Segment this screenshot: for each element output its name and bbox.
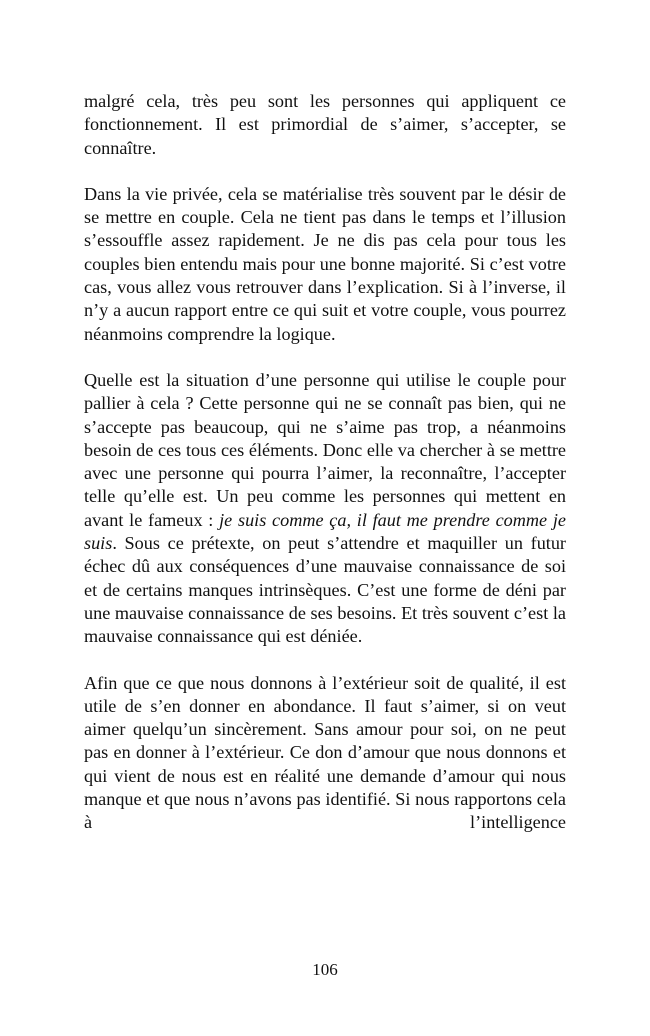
page-number: 106	[312, 960, 338, 979]
paragraph-4: Afin que ce que nous donnons à l’extérieur soit de qualité, il est utile de s’en donner en abondance. Il faut s’aimer, si on veut aimer quelqu’un sincèrement. Sans amour pour soi, on ne peut pas en donner à l’extérieur. Ce don d’amour que nous donnons et qui vient de nous est en réalité une demande d’amour qui nous manque et que nous n’avons pas identifié. Si nous rapportons cela à l’intelligence	[84, 672, 566, 833]
paragraph-3-text-end: . Sous ce prétexte, on peut s’attendre et maquiller un futur échec dû aux conséquences d’une mauvaise connaissance de soi et de certains manques intrinsèques. C’est une forme de déni par une mauvaise connaissance de ses besoins. Et très souvent c’est la mauvaise connaissance qui est déniée.	[84, 533, 566, 647]
paragraph-3	[84, 369, 566, 649]
paragraph-3-italic-quote: je suis comme ça, il faut me prendre comme je suis	[84, 509, 566, 554]
paragraph-3-text-start: Quelle est la situation d’une personne qui utilise le couple pour pallier à cela ? Cette personne qui ne se connaît pas bien, qui ne s’accepte pas beaucoup, qui ne s’aime pas trop, a néanmoins besoin de ces tous ces éléments. Donc elle va chercher à se mettre avec une personne qui pourra l’aimer, la reconnaître, l’accepter telle qu’elle est. Un peu comme les personnes qui mettent en avant le fameux :	[84, 369, 566, 530]
paragraph-1: malgré cela, très peu sont les personnes qui appliquent ce fonctionnement. Il est primordial de s’aimer, s’accepter, se connaître.	[84, 91, 566, 158]
page-body	[84, 90, 566, 858]
paragraph-2: Dans la vie privée, cela se matérialise très souvent par le désir de se mettre en couple. Cela ne tient pas dans le temps et l’illusion s’essouffle assez rapidement. Je ne dis pas cela pour tous les couples bien entendu mais pour une bonne majorité. Si c’est votre cas, vous allez vous retrouver dans l’explication. Si à l’inverse, il n’y a aucun rapport entre ce qui suit et votre couple, vous pourrez néanmoins comprendre la logique.	[84, 183, 566, 344]
